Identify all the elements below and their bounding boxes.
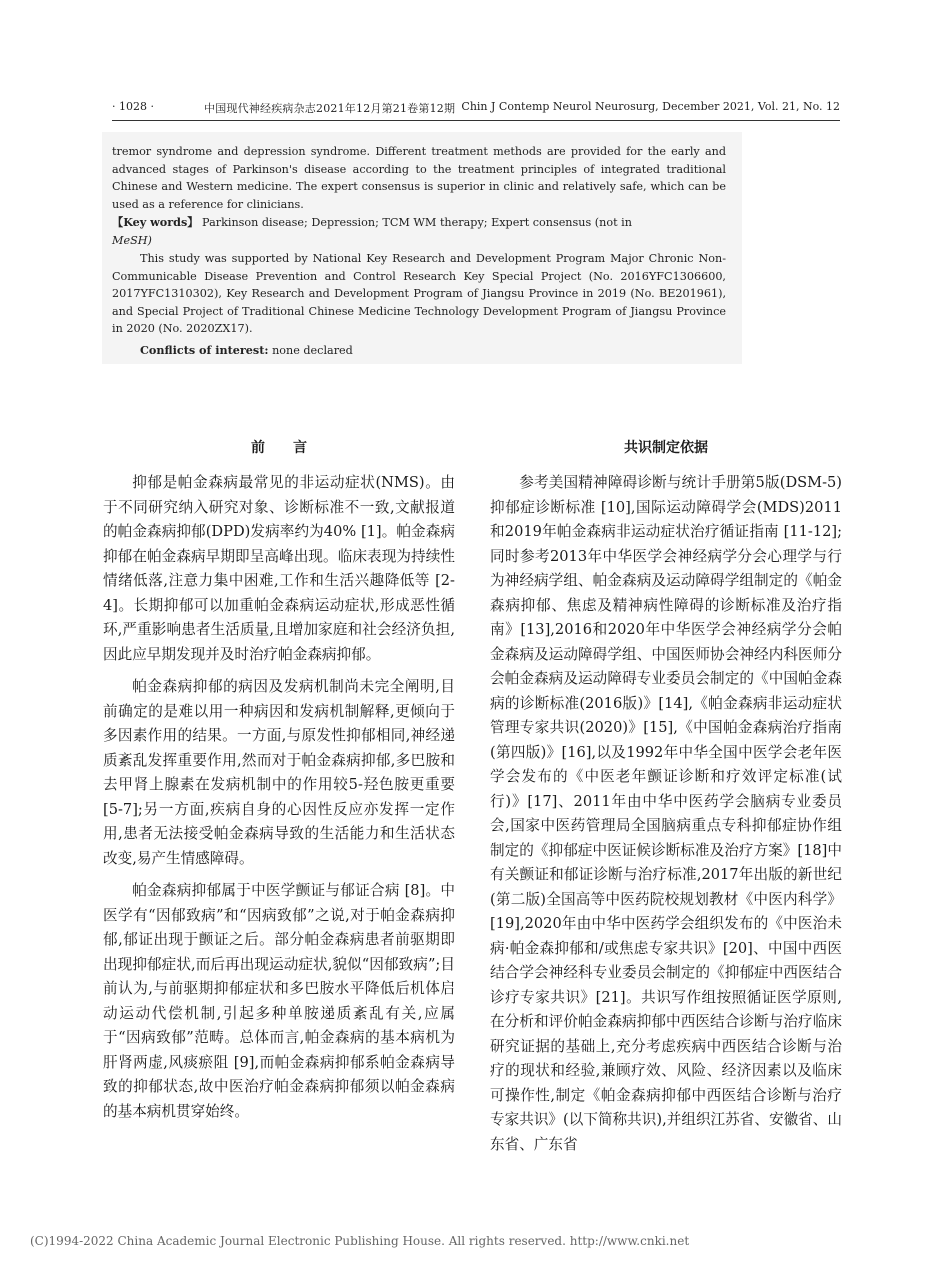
copyright-footer: (C)1994-2022 China Academic Journal Electronic Publishing House. All rights reserved. http://www.cnki.net bbox=[30, 1234, 690, 1248]
journal-title-cn: 中国现代神经疾病杂志2021年12月第21卷第12期 bbox=[204, 102, 456, 115]
keywords-label: 【Key words】 bbox=[112, 215, 199, 229]
paragraph: 参考美国精神障碍诊断与统计手册第5版(DSM-5)抑郁症诊断标准 [10],国际运动障碍学会(MDS)2011和2019年帕金森病非运动症状治疗循证指南 [11-12];同时参考2013年中华医学会神经病学分会心理学与行为神经病学组、帕金森病及运动障碍学组制定的《帕金森病抑郁、焦虑及精神病性障碍的诊断标准及治疗指南》[13],2016和2020年中华医学会神经病学分会帕金森病及运动障碍学组、中国医师协会神经内科医师分会帕金森病及运动障碍专业委员会制定的《中国帕金森病的诊断标准(2016版)》[14],《帕金森病非运动症状管理专家共识(2020)》[15],《中国帕金森病治疗指南(第四版)》[16],以及1992年中华全国中医学会老年医学会发布的《中医老年颤证诊断和疗效评定标准(试行)》[17]、2011年由中华中医药学会脑病专业委员会,国家中医药管理局全国脑病重点专科抑郁症协作组制定的《抑郁症中医证候诊断标准及治疗方案》[18]中有关颤证和郁证诊断与治疗标准,2017年出版的新世纪(第二版)全国高等中医药院校规划教材《中医内科学》[19],2020年由中华中医药学会组织发布的《中医治未病·帕金森抑郁和/或焦虑专家共识》[20]、中国中西医结合学会神经科专业委员会制定的《抑郁症中西医结合诊疗专家共识》[21]。共识写作组按照循证医学原则,在分析和评价帕金森病抑郁中西医结合诊断与治疗临床研究证据的基础上,充分考虑疾病中西医结合诊断与治疗的现状和经验,兼顾疗效、风险、经济因素以及临床可操作性,制定《帕金森病抑郁中西医结合诊断与治疗专家共识》(以下简称共识),并组织江苏省、安徽省、山东省、广东省 bbox=[490, 474, 842, 1153]
journal-title-en: Chin J Contemp Neurol Neurosurg, December 2021, Vol. 21, No. 12 bbox=[461, 100, 840, 113]
funding-block bbox=[112, 250, 726, 338]
conflicts-text: none declared bbox=[272, 344, 353, 357]
abstract-body: tremor syndrome and depression syndrome. Different treatment methods are provided for the early and advanced stages of Parkinson's disease according to the treatment principles of integrated traditional Chinese and Western medicine. The expert consensus is superior in clinic and relatively safe, which can be used as a reference for clinicians. bbox=[112, 145, 726, 211]
keywords-tail: MeSH) bbox=[112, 233, 152, 247]
keywords-text: Parkinson disease; Depression; TCM WM therapy; Expert consensus (not in bbox=[202, 216, 632, 229]
header-rule bbox=[112, 120, 840, 121]
paragraph: 帕金森病抑郁属于中医学颤证与郁证合病 [8]。中医学有“因郁致病”和“因病致郁”之说,对于帕金森病抑郁,郁证出现于颤证之后。部分帕金森病患者前驱期即出现抑郁症状,而后再出现运动症状,貌似“因郁致病”;目前认为,与前驱期抑郁症状和多巴胺水平降低后机体启动运动代偿机制,引起多种单胺递质紊乱有关,应属于“因病致郁”范畴。总体而言,帕金森病的基本病机为肝肾两虚,风痰瘀阻 [9],而帕金森病抑郁系帕金森病导致的抑郁状态,故中医治疗帕金森病抑郁须以帕金森病的基本病机贯穿始终。 bbox=[103, 882, 455, 1120]
section-title-preface: 前 言 bbox=[251, 440, 307, 456]
abstract-body-block bbox=[112, 143, 726, 213]
left-column bbox=[103, 438, 455, 1124]
conflicts-label: Conflicts of interest: bbox=[140, 343, 269, 357]
paragraph: 帕金森病抑郁的病因及发病机制尚未完全阐明,目前确定的是难以用一种病因和发病机制解释,更倾向于多因素作用的结果。一方面,与原发性抑郁相同,神经递质紊乱发挥重要作用,然而对于帕金森病抑郁,多巴胺和去甲肾上腺素在发病机制中的作用较5-羟色胺更重要 [5-7];另一方面,疾病自身的心因性反应亦发挥一定作用,患者无法接受帕金森病导致的生活能力和生活状态改变,易产生情感障碍。 bbox=[103, 678, 455, 867]
conflicts-block bbox=[112, 342, 726, 360]
keywords-block bbox=[112, 214, 726, 249]
right-column bbox=[490, 438, 842, 1157]
section-title-basis: 共识制定依据 bbox=[624, 440, 708, 456]
funding-text: This study was supported by National Key Research and Development Program Major Chronic Non-Communicable Disease Prevention and Control Research Key Special Project (No. 2016YFC1306600, 2017YFC1310302), Key Research and Development Program of Jiangsu Province in 2019 (No. BE201961), and Special Project of Traditional Chinese Medicine Technology Development Program of Jiangsu Province in 2020 (No. 2020ZX17). bbox=[112, 252, 726, 336]
paragraph: 抑郁是帕金森病最常见的非运动症状(NMS)。由于不同研究纳入研究对象、诊断标准不一致,文献报道的帕金森病抑郁(DPD)发病率约为40% [1]。帕金森病抑郁在帕金森病早期即呈高峰出现。临床表现为持续性情绪低落,注意力集中困难,工作和生活兴趣降低等 [2-4]。长期抑郁可以加重帕金森病运动症状,形成恶性循环,严重影响患者生活质量,且增加家庭和社会经济负担,因此应早期发现并及时治疗帕金森病抑郁。 bbox=[103, 474, 455, 663]
page-number: · 1028 · bbox=[112, 100, 154, 113]
